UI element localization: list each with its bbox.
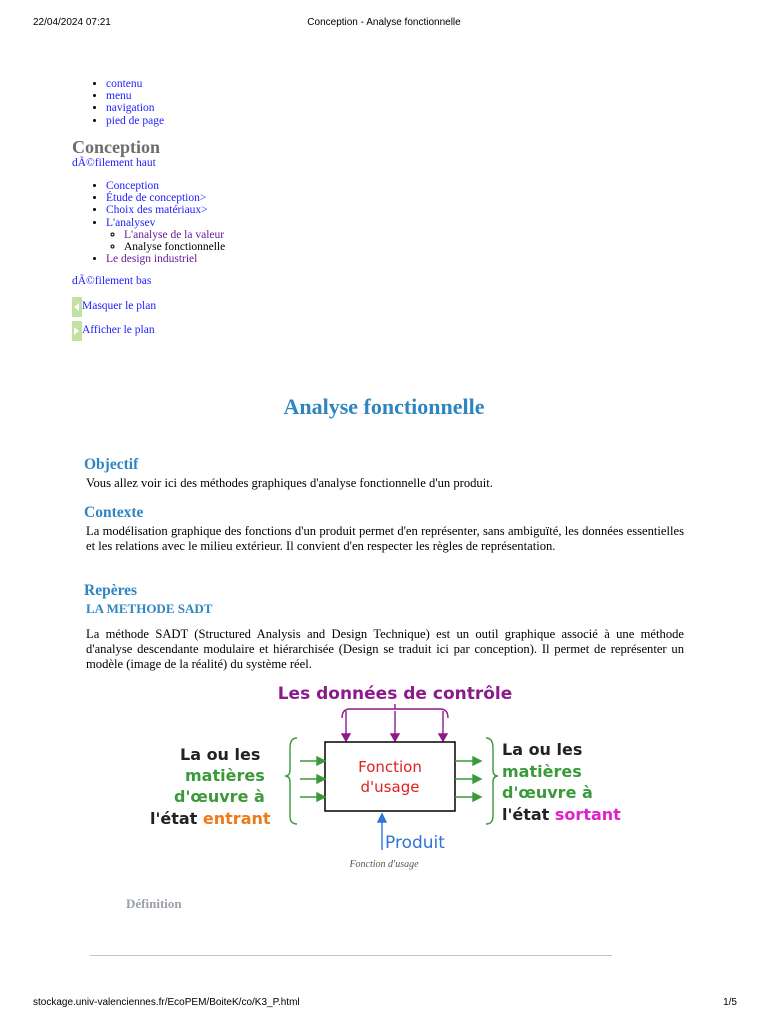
product-label: Produit: [385, 833, 445, 853]
plan-navigation: [88, 180, 225, 265]
plan-link-analyse[interactable]: L'analysev: [106, 216, 156, 229]
print-url: stockage.univ-valenciennes.fr/EcoPEM/BoiteK/co/K3_P.html: [33, 997, 300, 1008]
chevron-left-icon: [72, 297, 82, 317]
skip-links: [88, 78, 164, 127]
chevron-right-icon: [72, 321, 82, 341]
left-line1: La ou les: [180, 745, 261, 764]
skip-link-item: [106, 90, 164, 102]
plan-subitem: [124, 241, 225, 253]
plan-link-design[interactable]: Le design industriel: [106, 253, 198, 266]
plan-item: [106, 217, 225, 254]
scroll-up-link[interactable]: dÃ©filement haut: [72, 157, 156, 169]
site-title: Conception: [72, 137, 161, 157]
plan-item: [106, 192, 225, 204]
section-reperes-heading: Repères: [84, 582, 138, 599]
plan-current-analyse-fonctionnelle: Analyse fonctionnelle: [124, 241, 226, 254]
plan-item: [106, 204, 225, 216]
input-arrows: [300, 757, 325, 801]
plan-link-materiaux[interactable]: Choix des matériaux>: [106, 204, 208, 217]
plan-item: [106, 253, 225, 265]
plan-subitems: [106, 229, 225, 253]
function-box-line2: d'usage: [360, 778, 420, 796]
skip-link-navigation[interactable]: navigation: [106, 102, 155, 115]
control-data-label: Les données de contrôle: [277, 684, 513, 704]
left-line2: matières: [185, 766, 265, 785]
page-title: Analyse fonctionnelle: [283, 394, 485, 419]
left-line4: l'état entrant: [150, 809, 271, 828]
print-date: 22/04/2024 07:21: [33, 17, 111, 28]
section-contexte-text: La modélisation graphique des fonctions d'un produit permet d'en représenter, sans ambiguïté, les données essentielles et les relations avec le milieu extérieur. Il convient d'en respecter les règles de représentation.: [86, 524, 684, 554]
plan-subitem: [124, 229, 225, 241]
skip-link-item: [106, 102, 164, 114]
hide-plan-link[interactable]: Masquer le plan: [82, 300, 157, 312]
function-box-line1: Fonction: [358, 758, 422, 776]
show-plan-link[interactable]: Afficher le plan: [82, 324, 155, 336]
left-line3: d'œuvre à: [174, 787, 265, 806]
control-arrows: [342, 711, 447, 741]
section-contexte-heading: Contexte: [84, 504, 144, 521]
output-arrows: [455, 757, 481, 801]
section-objectif-text: Vous allez voir ici des méthodes graphiques d'analyse fonctionnelle d'un produit.: [86, 476, 493, 490]
right-line2: matières: [502, 762, 582, 781]
sadt-subheading: LA METHODE SADT: [86, 601, 213, 616]
skip-link-item: [106, 115, 164, 127]
right-line4: l'état sortant: [502, 805, 621, 824]
skip-link-footer[interactable]: pied de page: [106, 114, 165, 127]
section-objectif-heading: Objectif: [84, 456, 139, 473]
skip-link-item: [106, 78, 164, 90]
figure-caption: Fonction d'usage: [349, 859, 419, 870]
function-box: [325, 742, 455, 811]
skip-link-menu[interactable]: menu: [106, 90, 132, 103]
input-bracket: [285, 738, 297, 824]
right-line3: d'œuvre à: [502, 783, 593, 802]
print-footer: [0, 997, 768, 1011]
print-title: Conception - Analyse fonctionnelle: [307, 17, 461, 28]
skip-link-content[interactable]: contenu: [106, 78, 143, 90]
scroll-down-link[interactable]: dÃ©filement bas: [72, 275, 152, 287]
plan-link-etude[interactable]: Étude de conception>: [106, 192, 207, 205]
plan-item: [106, 180, 225, 192]
plan-link-analyse-valeur[interactable]: L'analyse de la valeur: [124, 228, 225, 241]
divider: [90, 955, 612, 956]
output-bracket: [486, 738, 498, 824]
print-page-number: 1/5: [723, 997, 737, 1008]
right-line1: La ou les: [502, 740, 583, 759]
print-header: [0, 17, 768, 31]
section-reperes-text: La méthode SADT (Structured Analysis and Design Technique) est un outil graphique associé à une méthode d'analyse descendante modulaire et hiérarchisée (Design se traduit ici par conception). Il permet de représenter un modèle (image de la réalité) du système réel.: [86, 627, 684, 672]
definition-label[interactable]: Définition: [126, 896, 182, 911]
plan-link-conception[interactable]: Conception: [106, 180, 160, 192]
sadt-diagram: [150, 678, 630, 858]
